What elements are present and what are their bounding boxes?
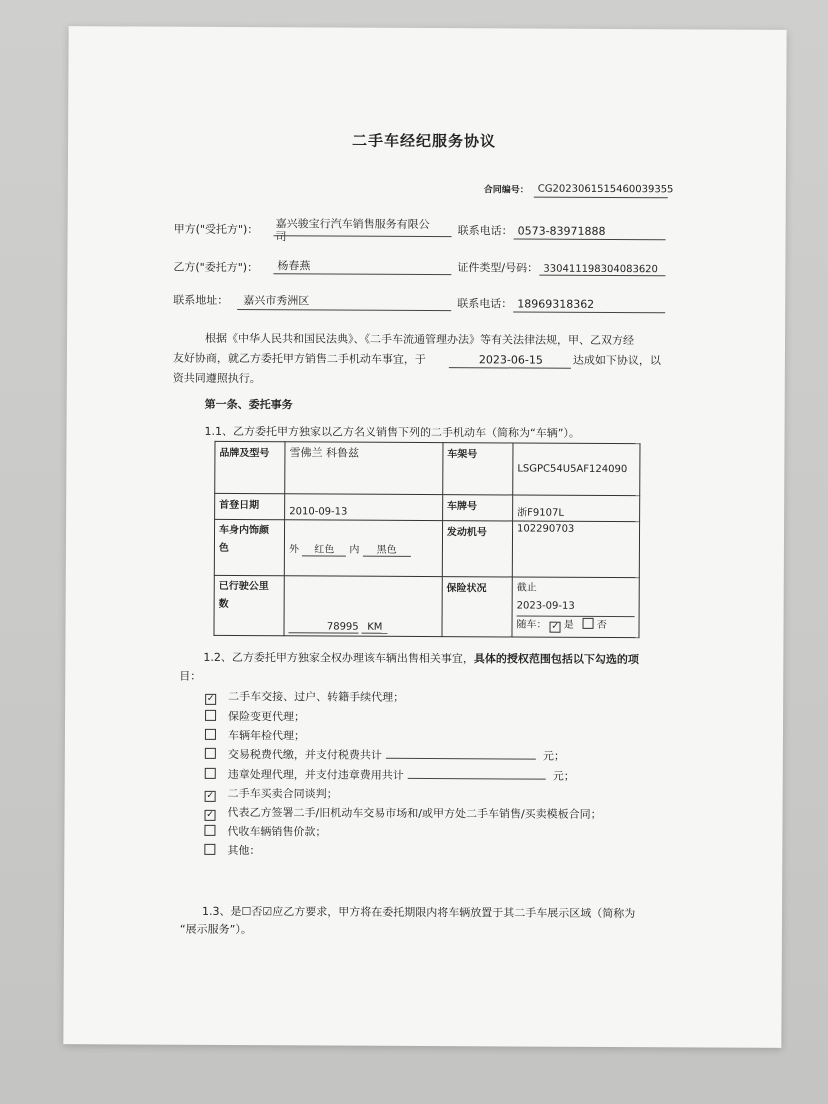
mileage-value-cell: [284, 576, 442, 637]
item-4: [205, 746, 565, 764]
party-b-underline: [273, 273, 451, 275]
item-7: [205, 804, 602, 822]
color-label: [214, 519, 284, 575]
color-value: [284, 520, 442, 577]
party-b-phone-label: 联系电话：: [457, 297, 513, 311]
address-underline: [237, 309, 451, 311]
item-2-checkbox[interactable]: [205, 710, 216, 721]
id-label: 证件类型/号码：: [457, 261, 539, 275]
party-b-phone: 18969318362: [517, 297, 595, 311]
item-1: [205, 688, 404, 705]
item-5-blank[interactable]: [407, 778, 545, 780]
clause-1-2-bold: 具体的授权范围包括以下勾选的项: [473, 652, 639, 667]
party-a-phone-label: 联系电话：: [457, 224, 513, 238]
intro-line-3: 资共同遵照执行。: [172, 371, 261, 386]
party-a-underline: [274, 235, 452, 237]
item-6-label: 二手车买卖合同谈判；: [227, 786, 338, 801]
ins-follow-label: 随车：: [516, 619, 547, 631]
plate-label: 车牌号: [442, 495, 512, 521]
party-b-phone-underline: [513, 311, 665, 313]
brand-label: 品牌及型号: [215, 441, 285, 493]
item-6-checkbox-checked[interactable]: ✓: [206, 790, 214, 801]
mileage-label: [214, 575, 284, 635]
insurance-value: [512, 577, 639, 638]
item-5-checkbox[interactable]: [205, 768, 216, 779]
mileage-unit: KM: [362, 622, 388, 634]
party-a-phone-underline: [514, 238, 666, 240]
item-7-label: 代表乙方签署二手/旧机动车交易市场和/或甲方处二手车销售/买卖模板合同；: [227, 805, 602, 821]
mileage-label-line1: 已行驶公里: [218, 580, 269, 593]
color-outer-value: 红色: [302, 540, 346, 556]
ins-no-checkbox[interactable]: [583, 618, 594, 629]
item-4-checkbox[interactable]: [205, 748, 216, 759]
intro-date: 2023-06-15: [478, 353, 543, 367]
document-title: 二手车经纪服务协议: [352, 131, 497, 151]
address-label: 联系地址：: [173, 293, 229, 307]
brand-value: 雪佛兰 科鲁兹: [285, 442, 443, 495]
document-sheet: [63, 26, 786, 1048]
insurance-label: 保险状况: [442, 577, 512, 637]
item-3-label: 车辆年检代理；: [227, 728, 305, 743]
clause-1-2-c: 目：: [179, 669, 202, 683]
color-inner-label: 内: [349, 544, 360, 556]
vehicle-table: [213, 441, 640, 638]
color-inner-value: 黑色: [363, 540, 411, 556]
item-4-blank[interactable]: [385, 758, 535, 760]
item-9-label: 其他：: [227, 843, 261, 858]
intro-date-underline: [449, 367, 571, 369]
mileage-value: 78995: [289, 621, 359, 633]
mileage-label-line2: 数: [218, 598, 229, 610]
ins-until-date: 2023-09-13: [517, 597, 635, 617]
party-b-name: 杨春燕: [277, 259, 311, 273]
party-a-name-line2: 司: [275, 230, 287, 244]
id-number: 330411198304083620: [543, 263, 658, 276]
party-a-name-line1: 嘉兴骏宝行汽车销售服务有限公: [275, 217, 430, 232]
party-a-phone: 0573-83971888: [517, 224, 606, 238]
item-3-checkbox[interactable]: [205, 729, 216, 740]
contract-number-label: 合同编号：: [483, 185, 529, 196]
plate-value: 浙F9107L: [513, 495, 640, 522]
item-8-label: 代收车辆销售价款；: [227, 824, 327, 839]
clause-1-2-text: 1.2、乙方委托甲方独家全权办理该车辆出售相关事宜，: [203, 650, 474, 666]
item-5: [205, 766, 575, 784]
color-label-line2: 色: [218, 542, 229, 554]
color-outer-label: 外: [289, 543, 300, 555]
engine-label: 发动机号: [442, 521, 512, 577]
intro-line-2a: 友好协商，就乙方委托甲方销售二手机动车事宜，于: [172, 351, 426, 367]
item-4-label: 交易税费代缴，并支付税费共计: [227, 747, 382, 762]
ins-until-label: 截止: [516, 582, 537, 594]
item-3: [205, 727, 305, 744]
vin-label: 车架号: [443, 443, 513, 495]
party-b-label: 乙方("委托方")：: [173, 260, 259, 275]
ins-yes-checkbox-checked[interactable]: ✓: [551, 621, 560, 632]
item-6: [205, 785, 338, 802]
clause-1-1: 1.1、乙方委托甲方独家以乙方名义销售下列的二手机动车（简称为“车辆”）。: [204, 424, 580, 440]
ins-no-label: 否: [596, 619, 607, 631]
ins-yes-label: 是: [563, 619, 574, 631]
item-1-label: 二手车交接、过户、转籍手续代理；: [228, 689, 405, 704]
item-9-checkbox[interactable]: [204, 844, 215, 855]
item-8: [204, 823, 326, 840]
reg-date-label: 首登日期: [215, 493, 285, 519]
contract-number-underline: [534, 197, 668, 199]
item-2-label: 保险变更代理；: [228, 709, 306, 724]
item-5-label: 违章处理代理，并支付违章费用共计: [227, 767, 404, 782]
engine-value: 102290703: [512, 521, 639, 578]
clause-1-2-a: [203, 651, 639, 667]
item-2: [205, 708, 305, 725]
item-9: [204, 842, 260, 858]
vin-value: LSGPC54U5AF124090: [513, 443, 640, 496]
party-a-label: 甲方("受托方")：: [173, 222, 259, 237]
item-5-suffix: 元；: [552, 769, 575, 783]
contract-number: CG2023061515460039355: [537, 183, 674, 196]
clause-1-3-a: 1.3、是☐否☑应乙方要求，甲方将在委托期限内将车辆放置于其二手车展示区域（简称为: [202, 904, 636, 921]
intro-line-2b: 达成如下协议，以: [572, 353, 661, 368]
reg-date-value: 2010-09-13: [285, 494, 443, 521]
address: 嘉兴市秀洲区: [243, 294, 310, 308]
item-4-suffix: 元；: [542, 749, 565, 763]
clause-1-3-b: “展示服务”）。: [179, 922, 252, 937]
color-label-line1: 车身内饰颜: [219, 524, 270, 537]
item-7-checkbox-checked[interactable]: ✓: [206, 809, 214, 820]
item-1-checkbox-checked[interactable]: ✓: [206, 693, 215, 704]
item-8-checkbox[interactable]: [204, 825, 215, 836]
intro-line-1: 根据《中华人民共和国民法典》、《二手车流通管理办法》等有关法律法规，甲、乙双方经: [205, 331, 635, 348]
article-1-title: 第一条、委托事务: [204, 397, 293, 412]
